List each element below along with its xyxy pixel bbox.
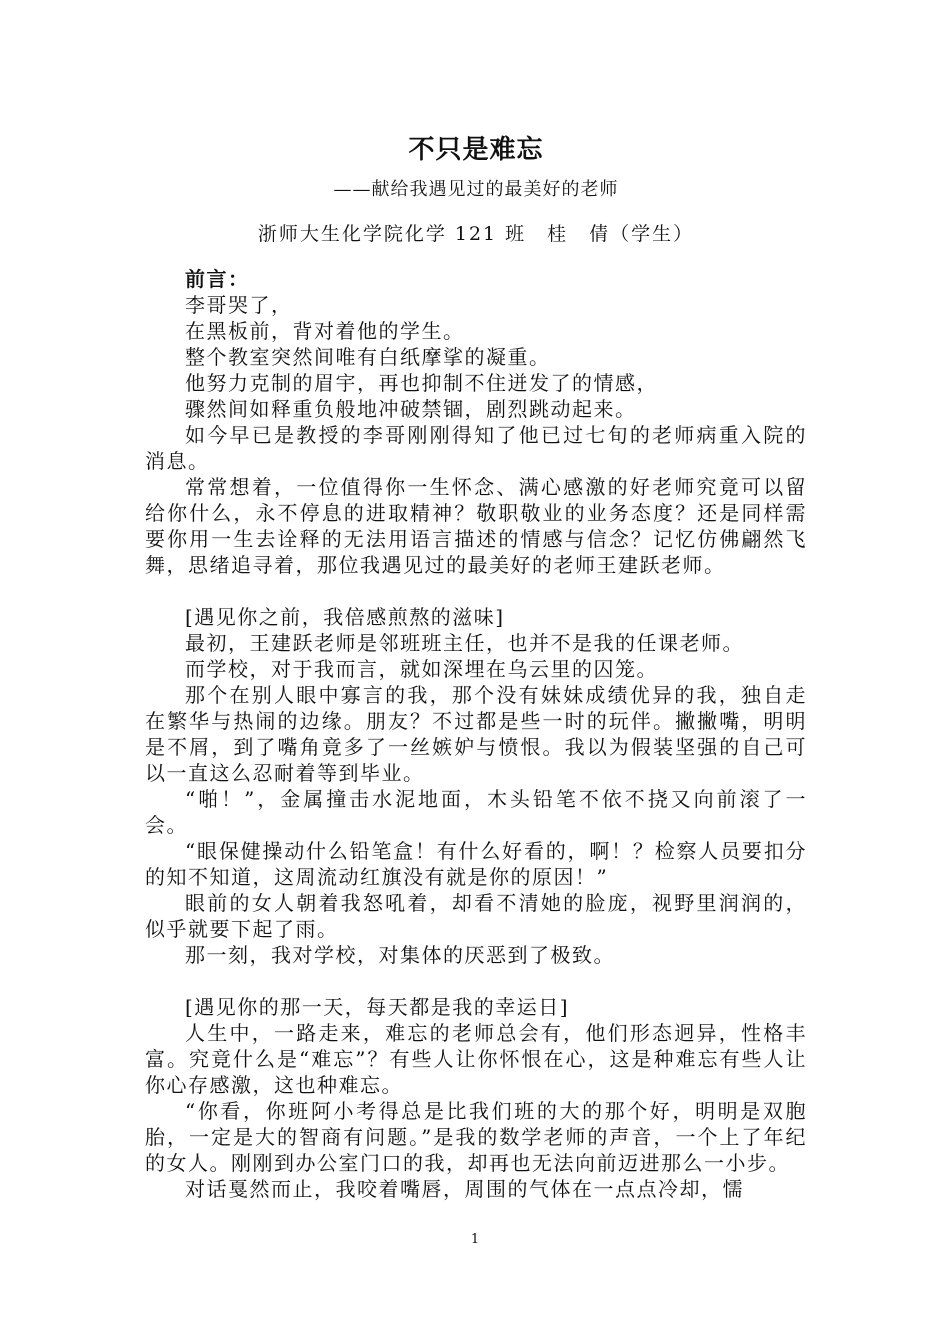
paragraph: 整个教室突然间唯有白纸摩挲的凝重。	[185, 345, 551, 369]
paragraph: 常常想着，一位值得你一生怀念、满心感激的好老师究竟可以留给你什么，永不停息的进取精神？敬职敬业的业务态度？还是同样需要你用一生去诠释的无法用语言描述的情感与信念？记忆仿佛翩然飞舞，思绪追寻着，那位我遇见过的最美好的老师王建跃老师。	[145, 475, 807, 577]
paragraph: “你看，你班阿小考得总是比我们班的大的那个好，明明是双胞胎，一定是大的智商有问题。”是我的数学老师的声音，一个上了年纪的女人。刚刚到办公室门口的我，却再也无法向前迈进那么一小步。	[145, 1099, 807, 1175]
document-body	[145, 266, 807, 1202]
paragraph: 在黑板前，背对着他的学生。	[185, 319, 465, 343]
paragraph: 那个在别人眼中寡言的我，那个没有妹妹成绩优异的我，独自走在繁华与热闹的边缘。朋友？不过都是些一时的玩伴。撇撇嘴，明明是不屑，到了嘴角竟多了一丝嫉妒与愤恨。我以为假装坚强的自己可以一直这么忍耐着等到毕业。	[145, 683, 807, 785]
paragraph: “眼保健操动什么铅笔盒！有什么好看的，啊！？检察人员要扣分的知不知道，这周流动红旗没有就是你的原因！”	[145, 839, 807, 889]
page-number: 1	[470, 1232, 480, 1247]
paragraph: 而学校，对于我而言，就如深埋在乌云里的囚笼。	[185, 657, 658, 681]
section-heading: [遇见你的那一天，每天都是我的幸运日]	[185, 995, 570, 1019]
paragraph: 眼前的女人朝着我怒吼着，却看不清她的脸庞，视野里润润的，似乎就要下起了雨。	[145, 891, 807, 941]
paragraph: 最初，王建跃老师是邻班班主任，也并不是我的任课老师。	[185, 631, 744, 655]
paragraph: 他努力克制的眉宇，再也抑制不住迸发了的情感，	[185, 371, 658, 395]
paragraph: 骤然间如释重负般地冲破禁锢，剧烈跳动起来。	[185, 397, 637, 421]
section-heading: [遇见你之前，我倍感煎熬的滋味]	[185, 605, 505, 629]
paragraph-gap	[145, 578, 807, 604]
paragraph: 人生中，一路走来，难忘的老师总会有，他们形态迥异，性格丰富。究竟什么是“难忘”？有些人让你怀恨在心，这是种难忘有些人让你心存感激，这也种难忘。	[145, 1021, 807, 1097]
author-line: 浙师大生化学院化学 121 班 桂 倩（学生）	[257, 223, 695, 245]
paragraph: 李哥哭了，	[185, 293, 293, 317]
document-title: 不只是难忘	[408, 135, 544, 165]
paragraph: 那一刻，我对学校，对集体的厌恶到了极致。	[185, 943, 615, 967]
paragraph: 如今早已是教授的李哥刚刚得知了他已过七旬的老师病重入院的消息。	[145, 423, 807, 473]
document-subtitle: ——献给我遇见过的最美好的老师	[333, 179, 619, 200]
preface-heading: 前言：	[185, 267, 250, 291]
paragraph-gap	[145, 968, 807, 994]
paragraph: “啪！”，金属撞击水泥地面，木头铅笔不依不挠又向前滚了一会。	[145, 787, 807, 837]
paragraph: 对话戛然而止，我咬着嘴唇，周围的气体在一点点冷却，懦	[185, 1177, 744, 1201]
